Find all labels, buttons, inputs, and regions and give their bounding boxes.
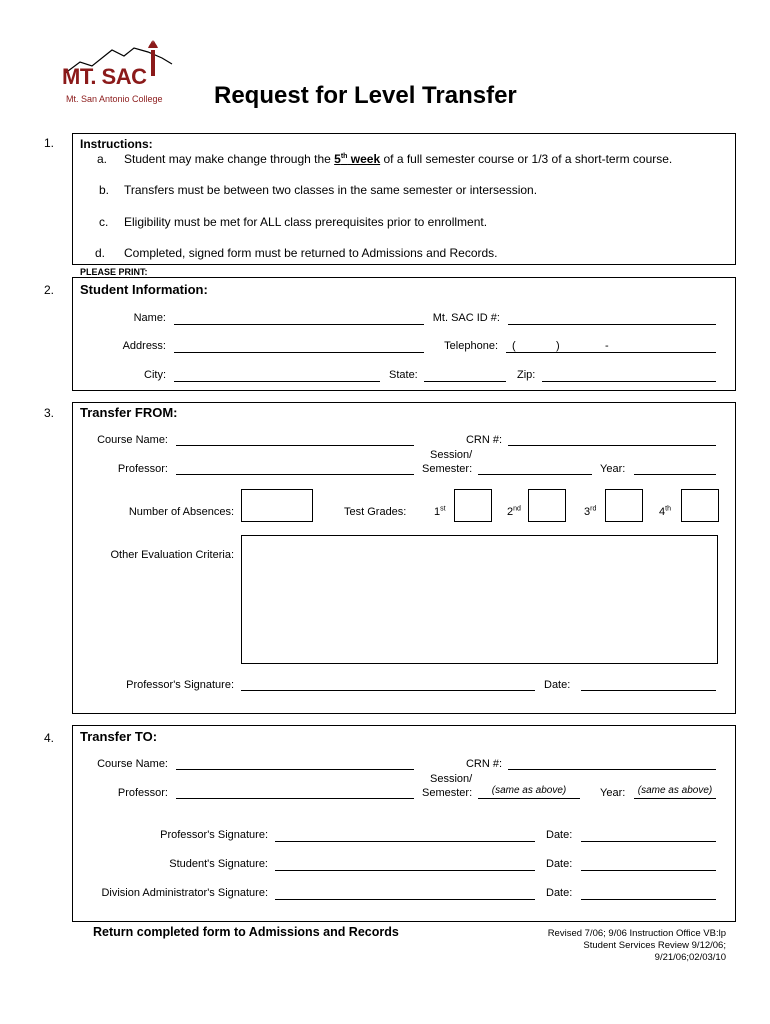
student-id-label: Mt. SAC ID #: xyxy=(432,312,500,324)
student-signature-label: Student's Signature: xyxy=(169,858,268,870)
to-professor-field[interactable] xyxy=(176,798,414,799)
section-heading: Transfer TO: xyxy=(80,729,158,744)
section-number: 1. xyxy=(44,136,55,150)
to-prof-signature-label: Professor's Signature: xyxy=(160,829,268,841)
telephone-field[interactable] xyxy=(506,352,716,353)
college-logo xyxy=(62,38,180,110)
grade-3-num: 3 xyxy=(584,506,591,518)
instruction-letter: c. xyxy=(99,215,109,229)
grade-3-box[interactable] xyxy=(605,489,643,522)
to-course-name-field[interactable] xyxy=(176,769,414,770)
city-label: City: xyxy=(144,369,166,381)
admin-signature-label: Division Administrator's Signature: xyxy=(101,887,268,899)
to-course-name-label: Course Name: xyxy=(97,758,168,770)
from-date-field[interactable] xyxy=(581,690,716,691)
revision-note-1: Revised 7/06; 9/06 Instruction Office VB:lp xyxy=(547,928,726,939)
instruction-text: Student may make change through the xyxy=(124,152,335,166)
to-semester-note: (same as above) xyxy=(491,785,567,796)
state-label: State: xyxy=(389,369,418,381)
instruction-week-word: week xyxy=(347,152,381,166)
to-crn-field[interactable] xyxy=(508,769,716,770)
to-session-label: Session/ xyxy=(430,773,473,785)
grade-4-suffix: th xyxy=(665,505,671,513)
please-print-label: PLEASE PRINT: xyxy=(80,267,148,277)
instruction-item-d: Completed, signed form must be returned to Admissions and Records. xyxy=(124,246,498,260)
grade-4-num: 4 xyxy=(659,506,666,518)
from-crn-label: CRN #: xyxy=(465,434,502,446)
student-date-label: Date: xyxy=(546,858,573,870)
instruction-week-suffix: th xyxy=(340,153,348,160)
grade-2-num: 2 xyxy=(507,506,514,518)
phone-paren-close: ) xyxy=(556,340,560,352)
instruction-item-c: Eligibility must be met for ALL class prerequisites prior to enrollment. xyxy=(124,215,488,229)
zip-label: Zip: xyxy=(517,369,536,381)
instruction-letter: d. xyxy=(95,246,106,260)
grade-2-box[interactable] xyxy=(528,489,566,522)
from-semester-field[interactable] xyxy=(478,474,592,475)
section-heading: Transfer FROM: xyxy=(80,405,178,420)
from-year-field[interactable] xyxy=(634,474,716,475)
instruction-text: of a full semester course or 1/3 of a short-term course. xyxy=(380,152,673,166)
from-prof-signature-label: Professor's Signature: xyxy=(126,679,234,691)
to-semester-label: Semester: xyxy=(422,787,473,799)
return-instruction: Return completed form to Admissions and Records xyxy=(93,925,399,939)
grade-3-label xyxy=(584,506,596,518)
revision-note-2: Student Services Review 9/12/06; xyxy=(583,940,726,951)
phone-paren-open: ( xyxy=(512,340,516,352)
section-heading: Student Information: xyxy=(80,282,208,297)
instruction-letter: a. xyxy=(97,152,108,166)
name-label: Name: xyxy=(133,312,166,324)
from-prof-signature-field[interactable] xyxy=(241,690,535,691)
from-professor-field[interactable] xyxy=(176,474,414,475)
instruction-item-b: Transfers must be between two classes in the same semester or intersession. xyxy=(124,183,538,197)
zip-field[interactable] xyxy=(542,381,716,382)
to-year-note: (same as above) xyxy=(637,785,713,796)
instruction-week-number: 5 xyxy=(334,152,341,166)
instruction-item-a xyxy=(124,152,672,166)
grade-1-suffix: st xyxy=(440,505,446,513)
logo-subtitle: Mt. San Antonio College xyxy=(66,94,163,104)
grade-1-box[interactable] xyxy=(454,489,492,522)
to-crn-label: CRN #: xyxy=(465,758,502,770)
revision-note-3: 9/21/06;02/03/10 xyxy=(654,952,726,963)
section-number: 3. xyxy=(44,406,55,420)
logo-wordmark: MT. SAC xyxy=(62,64,147,89)
grade-4-label xyxy=(659,506,671,518)
admin-date-label: Date: xyxy=(546,887,573,899)
phone-dash: - xyxy=(605,340,609,352)
section-heading: Instructions: xyxy=(80,137,153,151)
address-label: Address: xyxy=(122,340,166,352)
name-field[interactable] xyxy=(174,324,424,325)
city-field[interactable] xyxy=(174,381,380,382)
state-field[interactable] xyxy=(424,381,506,382)
student-date-field[interactable] xyxy=(581,870,716,871)
student-signature-field[interactable] xyxy=(275,870,535,871)
from-session-label: Session/ xyxy=(430,449,473,461)
section-number: 2. xyxy=(44,283,55,297)
from-course-name-label: Course Name: xyxy=(97,434,168,446)
admin-date-field[interactable] xyxy=(581,899,716,900)
to-prof-date-field[interactable] xyxy=(581,841,716,842)
absences-label: Number of Absences: xyxy=(128,506,234,518)
to-semester-field[interactable] xyxy=(478,798,580,799)
test-grades-label: Test Grades: xyxy=(344,506,407,518)
grade-2-label xyxy=(507,506,521,518)
student-id-field[interactable] xyxy=(508,324,716,325)
page-title: Request for Level Transfer xyxy=(214,82,517,109)
grade-1-num: 1 xyxy=(434,506,441,518)
from-professor-label: Professor: xyxy=(117,463,168,475)
admin-signature-field[interactable] xyxy=(275,899,535,900)
other-criteria-label: Other Evaluation Criteria: xyxy=(110,549,234,561)
telephone-label: Telephone: xyxy=(444,340,498,352)
section-number: 4. xyxy=(44,731,55,745)
grade-3-suffix: rd xyxy=(590,505,597,513)
from-semester-label: Semester: xyxy=(422,463,473,475)
from-course-name-field[interactable] xyxy=(176,445,414,446)
instruction-letter: b. xyxy=(99,183,110,197)
from-year-label: Year: xyxy=(600,463,626,475)
grade-2-suffix: nd xyxy=(513,505,521,513)
from-date-label: Date: xyxy=(544,679,571,691)
grade-4-box[interactable] xyxy=(681,489,719,522)
absences-box[interactable] xyxy=(241,489,313,522)
to-prof-date-label: Date: xyxy=(546,829,573,841)
to-year-label: Year: xyxy=(600,787,626,799)
to-prof-signature-field[interactable] xyxy=(275,841,535,842)
grade-1-label xyxy=(434,506,446,518)
to-year-field[interactable] xyxy=(634,798,716,799)
other-criteria-box[interactable] xyxy=(241,535,718,664)
address-field[interactable] xyxy=(174,352,424,353)
from-crn-field[interactable] xyxy=(508,445,716,446)
to-professor-label: Professor: xyxy=(117,787,168,799)
